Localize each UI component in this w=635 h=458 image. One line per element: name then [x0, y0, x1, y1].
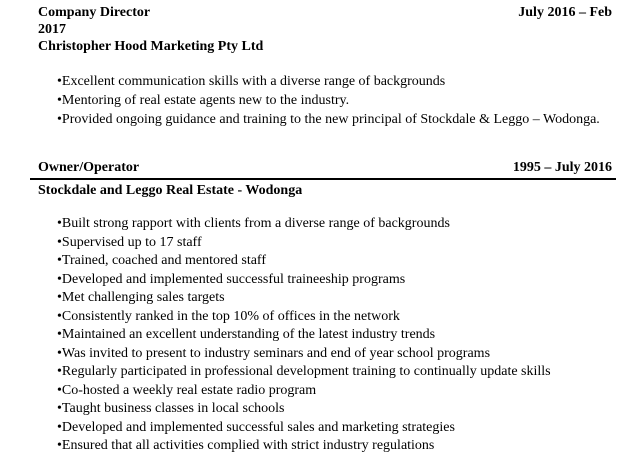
experience-section-owner-operator	[38, 159, 612, 456]
bullet-item	[57, 215, 612, 234]
bullet-text: Trained, coached and mentored staff	[61, 253, 267, 268]
bullet-item	[57, 308, 612, 327]
bullet-marker: •	[57, 290, 62, 305]
job-title: Owner/Operator	[38, 160, 140, 175]
bullet-marker: •	[57, 74, 62, 89]
company-name: Stockdale and Leggo Real Estate - Wodonga	[38, 183, 303, 198]
bullet-marker: •	[57, 401, 62, 416]
bullet-item	[57, 110, 612, 129]
bullet-text: Mentoring of real estate agents new to the industry.	[61, 93, 350, 108]
bullet-item	[57, 382, 612, 401]
bullet-item	[57, 252, 612, 271]
bullet-text: Ensured that all activities complied with strict industry regulations	[61, 438, 435, 453]
bullet-text: Taught business classes in local schools	[61, 401, 285, 416]
bullet-marker: •	[57, 271, 62, 287]
bullet-marker: •	[57, 382, 62, 398]
date-range-wrapped: 2017	[38, 22, 66, 37]
bullet-text: Maintained an excellent understanding of the latest industry trends	[61, 327, 436, 342]
bullet-marker: •	[57, 112, 62, 127]
bullet-item	[57, 91, 612, 110]
bullet-text: Provided ongoing guidance and training to the new principal of Stockdale & Leggo – Wodonga.	[61, 112, 600, 127]
bullet-text: Consistently ranked in the top 10% of offices in the network	[61, 308, 400, 324]
bullet-text: Regularly participated in professional development training to continually update skills	[61, 364, 551, 379]
job-title: Company Director	[38, 5, 151, 20]
bullet-item	[57, 419, 612, 438]
bullet-marker: •	[57, 216, 62, 231]
bullet-text: Supervised up to 17 staff	[61, 234, 202, 250]
bullet-marker: •	[57, 234, 62, 250]
bullet-marker: •	[57, 327, 62, 342]
bullet-marker: •	[57, 253, 62, 268]
bullet-marker: •	[57, 93, 62, 108]
bullet-item	[57, 363, 612, 382]
bullet-list	[38, 215, 612, 456]
bullet-text: Met challenging sales targets	[61, 290, 225, 305]
bullet-text: Built strong rapport with clients from a diverse range of backgrounds	[61, 216, 450, 231]
date-range: July 2016 – Feb	[518, 5, 612, 20]
bullet-text: Co-hosted a weekly real estate radio program	[61, 382, 317, 398]
section-header-row-with-divider	[30, 159, 616, 180]
bullet-item	[57, 289, 612, 308]
company-name: Christopher Hood Marketing Pty Ltd	[38, 39, 264, 54]
bullet-item	[57, 271, 612, 290]
bullet-list	[38, 72, 612, 129]
bullet-text: Developed and implemented successful sales and marketing strategies	[61, 419, 455, 435]
bullet-item	[57, 326, 612, 345]
date-range: 1995 – July 2016	[512, 160, 612, 175]
bullet-marker: •	[57, 438, 62, 453]
experience-section-company-director	[38, 4, 612, 129]
bullet-item	[57, 437, 612, 456]
bullet-item	[57, 234, 612, 253]
bullet-text: Developed and implemented successful traineeship programs	[61, 271, 406, 287]
bullet-item	[57, 345, 612, 364]
bullet-item	[57, 400, 612, 419]
bullet-text: Excellent communication skills with a diverse range of backgrounds	[61, 74, 446, 89]
bullet-item	[57, 72, 612, 91]
bullet-marker: •	[57, 364, 62, 379]
bullet-marker: •	[57, 345, 62, 361]
bullet-marker: •	[57, 419, 62, 435]
section-header-row	[38, 4, 612, 21]
bullet-text: Was invited to present to industry seminars and end of year school programs	[61, 345, 491, 361]
bullet-marker: •	[57, 308, 62, 324]
